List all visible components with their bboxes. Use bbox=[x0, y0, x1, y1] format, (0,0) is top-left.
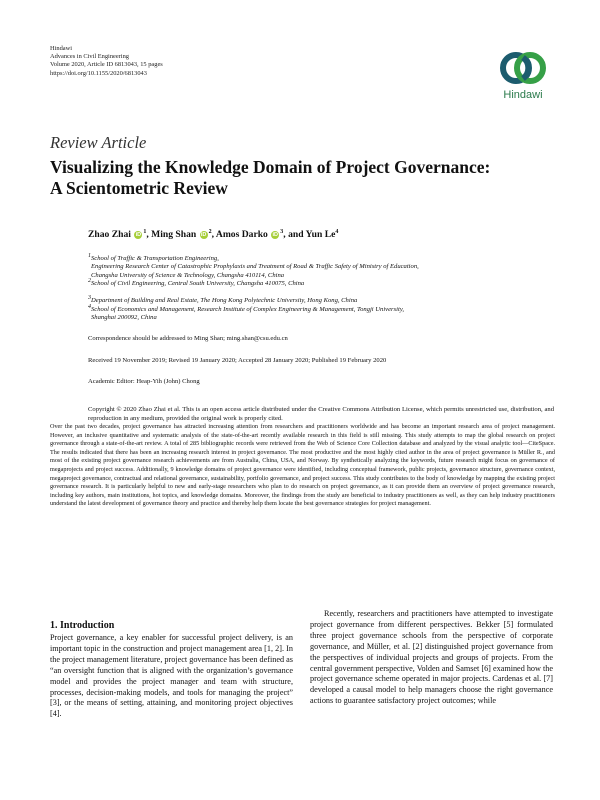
affiliation-1 bbox=[88, 252, 558, 280]
title-line-2: A Scientometric Review bbox=[50, 177, 228, 198]
article-kind: Review Article bbox=[50, 133, 147, 152]
affil-text: Shanghai 200092, China bbox=[91, 314, 157, 322]
author-list: Zhao Zhai $iD^1$, Ming Shan $iD^2$, Amos Darko $iD^3$, and Yun Le$^4$ bbox=[88, 229, 339, 241]
copyright-notice: Copyright © 2020 Zhao Zhai et al. This is an open access article distributed under the Creative Commons Attribution License, which permits unrestricted use, distribution, and reproduction in any medium, provided the original work is properly cited. bbox=[88, 406, 554, 423]
article-title bbox=[50, 157, 550, 198]
author-name[interactable]: and Yun Le bbox=[288, 229, 336, 241]
orcid-icon[interactable]: iD bbox=[200, 232, 207, 239]
body-column-left bbox=[50, 633, 293, 720]
title-line-1: Visualizing the Knowledge Domain of Project Governance: bbox=[50, 157, 491, 177]
author-affil-sup: 3 bbox=[280, 229, 284, 235]
affil-text: Department of Building and Real Estate, The Hong Kong Polytechnic University, Hong Kong, China bbox=[91, 297, 358, 305]
affil-number: 3 bbox=[88, 295, 91, 301]
affil-text: School of Traffic & Transportation Engineering, bbox=[91, 255, 219, 263]
affil-text: Changsha University of Science & Technology, Changsha 410114, China bbox=[91, 271, 285, 279]
author-name[interactable]: Amos Darko bbox=[215, 229, 268, 241]
affil-number: 1 bbox=[88, 253, 91, 259]
orcid-icon[interactable]: iD bbox=[272, 232, 279, 239]
affil-text: School of Civil Engineering, Central South University, Changsha 410075, China bbox=[91, 280, 305, 288]
logo-text: Hindawi bbox=[503, 89, 543, 101]
affil-number: 2 bbox=[88, 278, 91, 284]
affiliation-4 bbox=[88, 303, 558, 323]
body-column-right bbox=[310, 609, 553, 707]
affil-text: Engineering Research Center of Catastrophic Prophylaxis and Treatment of Road & Traffic Safety of Ministry of Education, bbox=[91, 263, 419, 271]
author-affil-sup: 4 bbox=[335, 229, 339, 235]
author-name[interactable]: Ming Shan bbox=[151, 229, 197, 241]
academic-editor: Academic Editor: Heap-Yih (John) Chong bbox=[88, 378, 200, 385]
correspondence: Correspondence should be addressed to Ming Shan; ming.shan@csu.edu.cn bbox=[88, 335, 288, 342]
journal-doi[interactable]: https://doi.org/10.1155/2020/6813043 bbox=[50, 69, 147, 77]
author-name[interactable]: Zhao Zhai bbox=[88, 229, 131, 241]
affil-text: School of Economics and Management, Research Institute of Complex Engineering & Management, Tongji University, bbox=[91, 306, 405, 314]
author-affil-sup: 1 bbox=[143, 229, 147, 235]
journal-title: Advances in Civil Engineering bbox=[50, 53, 129, 61]
journal-volume: Volume 2020, Article ID 6813043, 15 pages bbox=[50, 61, 163, 69]
article-dates: Received 19 November 2019; Revised 19 January 2020; Accepted 28 January 2020; Published 19 February 2020 bbox=[88, 357, 387, 364]
orcid-icon[interactable]: iD bbox=[135, 232, 142, 239]
abstract: Over the past two decades, project governance has attracted increasing attention from researchers and practitioners worldwide and has become an important research area of project management. However, an inclusive quantitative and systematic analysis of the state-of-the-art recently available research in this field is still missing. This study attempts to map the global research on project governance through a state-of-the-art review. A total of 285 bibliographic records were retrieved from the Web of Science Core Collection database and analyzed by the visual analytic tool—CiteSpace. The results indicated that there has been an increasing research interest in project governance. The most productive and the most highly cited author in the area of project governance is Müller R., and most of the existing project governance research achievements are from Australia, China, USA, and Norway. By synthetically analyzing the keywords, future research might focus on governance of megaprojects and project success. Additionally, 9 knowledge domains of project governance were identified, including conceptual framework, public projects, governance structure, governance context, megaproject governance, contractual and relational governance, sustainability, portfolio governance, and project success. This study contributes to the body of knowledge by mapping the existing project governance research. It is particularly helpful to new and early-stage researchers who plan to do research on project governance, as it can provide them an overview of project governance research, including key authors, main institutions, hot topics, and knowledge domains. Moreover, the findings from the study are beneficial to industry practitioners as well, as they can help industry practitioners understand the latest development of governance theory and practice and thereby help them locate the best governance strategies for project management. bbox=[50, 423, 555, 508]
journal-publisher: Hindawi bbox=[50, 45, 73, 52]
journal-header bbox=[50, 45, 163, 78]
body-paragraph: Recently, researchers and practitioners have attempted to investigate project governance from different perspectives. Bekker [5] formulated three project governance schools from the perspective of corporate governance, and Müller, et al. [2] distinguished project governance from the perspectives of individual projects and groups of projects. From the central government perspective, Volden and Samset [6] examined how the project governance scheme operated in major projects. Cardenas et al. [7] developed a causal model to help managers choose the right governance actions to guarantee satisfactory project outcomes; while bbox=[310, 609, 553, 706]
body-paragraph: Project governance, a key enabler for successful project delivery, is an important topic in the construction and project management area [1, 2]. In the project management literature, project governance has been defined as “an oversight function that is aligned with the organization’s governance model and provides the project manager and team with structure, processes, decision-making models, and tools for managing the project” [3], or the means of setting, attaining, and monitoring project objectives [4]. bbox=[50, 633, 293, 719]
section-heading: 1. Introduction bbox=[50, 620, 115, 631]
affiliation-2 bbox=[88, 277, 558, 288]
affil-number: 4 bbox=[88, 304, 91, 310]
author-affil-sup: 2 bbox=[208, 229, 212, 235]
